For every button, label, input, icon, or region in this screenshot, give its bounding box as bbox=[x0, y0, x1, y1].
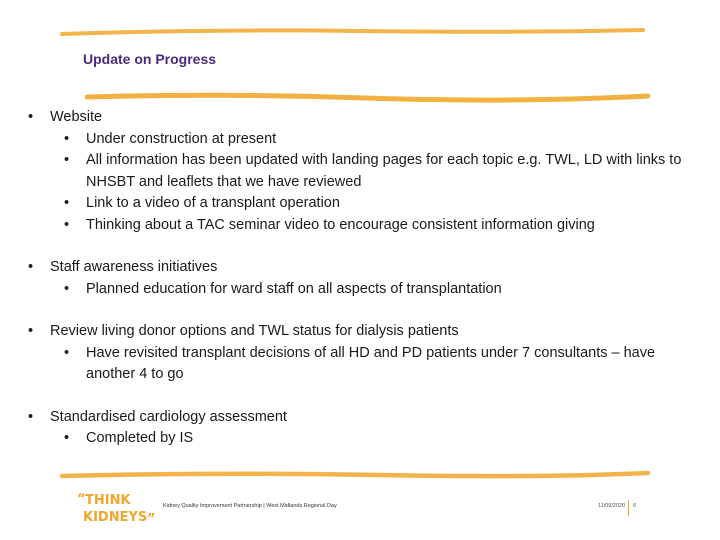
page-number: 6 bbox=[633, 503, 637, 509]
sub-bullet: • All information has been updated with landing pages for each topic e.g. TWL, LD with links to NHSBT and leaflets that we have reviewed bbox=[28, 150, 708, 193]
section-website bbox=[28, 107, 708, 236]
sub-bullet: • Have revisited transplant decisions of all HD and PD patients under 7 consultants – have another 4 to go bbox=[28, 343, 708, 386]
slide-title: Update on Progress bbox=[83, 51, 217, 67]
section-staff-awareness bbox=[28, 257, 708, 300]
bottom-brush-stroke bbox=[60, 468, 650, 482]
footer-text: Kidney Quality Improvement Partnership | West Midlands Regional Day bbox=[163, 503, 337, 509]
sub-bullet: • Planned education for ward staff on all aspects of transplantation bbox=[28, 279, 708, 301]
sub-bullet: • Thinking about a TAC seminar video to encourage consistent information giving bbox=[28, 215, 708, 237]
title-underline-brush bbox=[85, 90, 650, 104]
sub-bullet: • Link to a video of a transplant operation bbox=[28, 193, 708, 215]
logo-line2: KIDNEYS bbox=[83, 510, 148, 525]
footer-separator bbox=[628, 500, 629, 516]
sub-bullet: • Completed by IS bbox=[28, 428, 708, 450]
bullet-heading: • Review living donor options and TWL status for dialysis patients bbox=[28, 321, 708, 343]
bullet-heading: • Staff awareness initiatives bbox=[28, 257, 708, 279]
think-kidneys-logo bbox=[73, 487, 165, 527]
logo-quote-open: “ bbox=[77, 492, 86, 507]
logo-quote-close: ” bbox=[147, 512, 156, 527]
footer-date: 11/09/2020 bbox=[598, 503, 626, 509]
bullet-heading: • Website bbox=[28, 107, 708, 129]
logo-line1: THINK bbox=[85, 493, 131, 508]
top-brush-stroke bbox=[60, 26, 645, 38]
sub-bullet: • Under construction at present bbox=[28, 129, 708, 151]
section-cardiology bbox=[28, 407, 708, 450]
bullet-content bbox=[28, 107, 708, 471]
section-living-donor-review bbox=[28, 321, 708, 386]
bullet-heading: • Standardised cardiology assessment bbox=[28, 407, 708, 429]
